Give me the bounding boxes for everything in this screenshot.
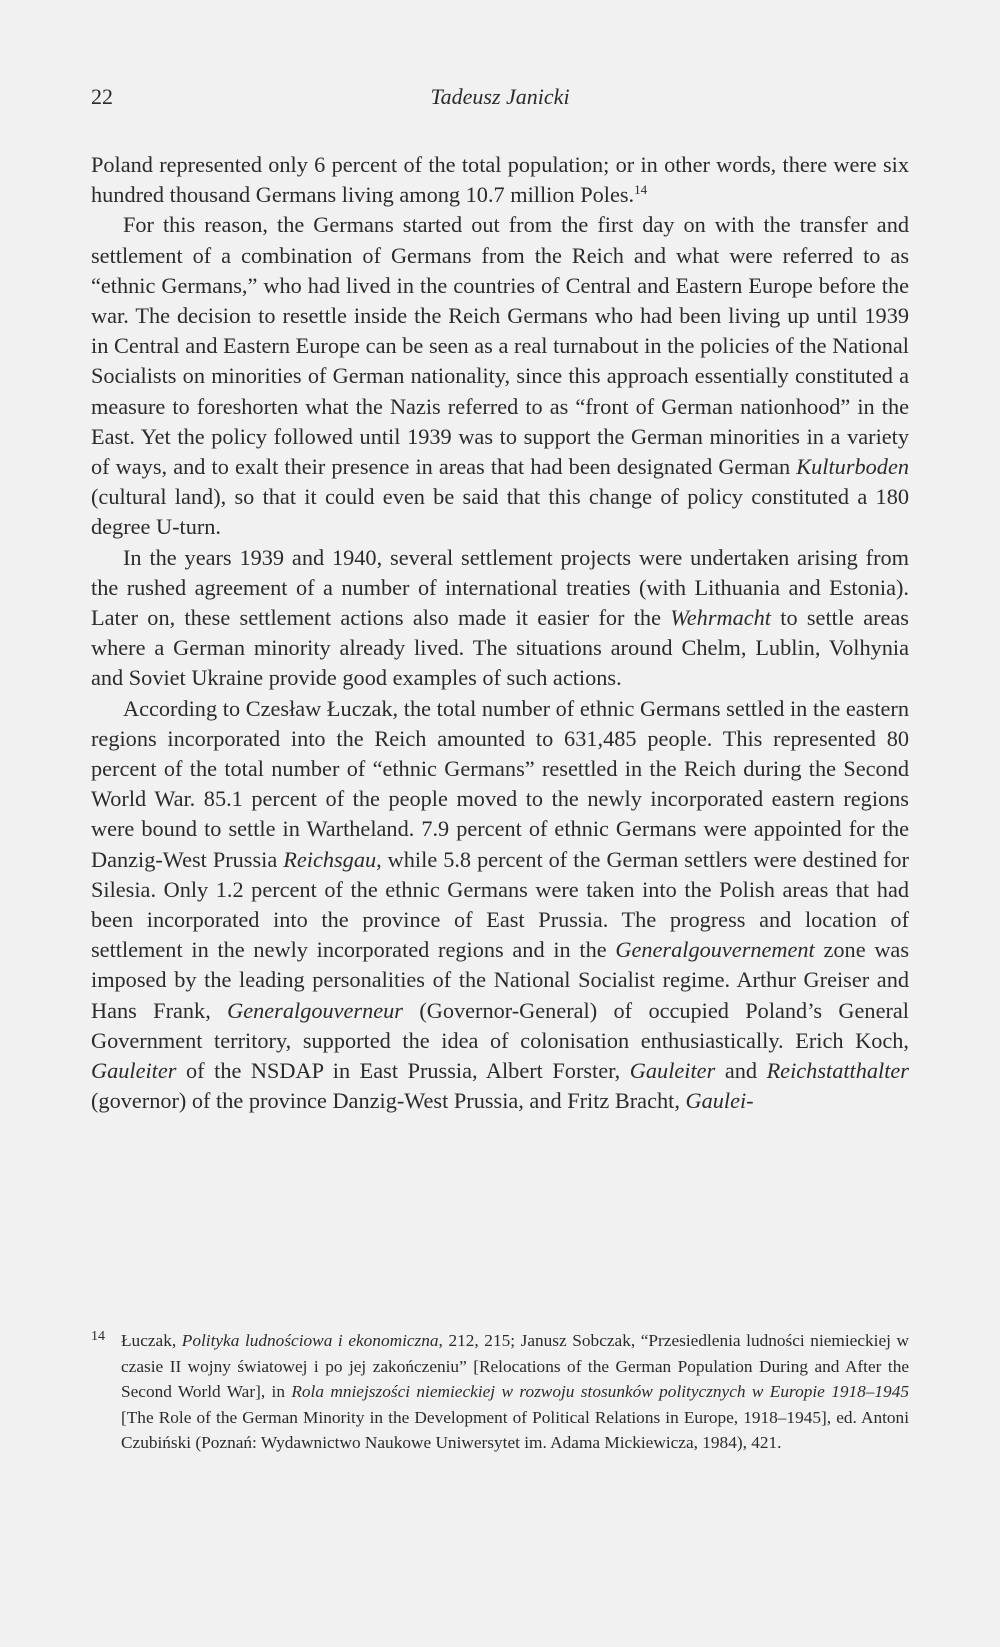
text-run: zone was imposed by the leading personalities of the National Socialist regime. Arthur Greiser and Hans Frank, <box>91 937 909 1023</box>
footnote-reference: 14 <box>634 182 648 198</box>
body-paragraph <box>91 150 909 210</box>
italic-term: Generalgouvernement <box>615 937 815 963</box>
italic-term: Kulturboden <box>796 454 909 480</box>
text-run: For this reason, the Germans started out from the first day on with the transfer and settlement of a combination of Germans from the Reich and what were referred to as “ethnic Germans,” who had lived in the countries of Central and Eastern Europe before the war. The decision to resettle inside the Reich Germans who had been living up until 1939 in Central and Eastern Europe can be seen as a real turnabout in the policies of the National Socialists on minorities of German nationality, since this approach essentially constituted a measure to foreshorten what the Nazis referred to as “front of German nationhood” in the East. Yet the policy followed until 1939 was to support the German minorities in a variety of ways, and to exalt their presence in areas that had been designated German <box>91 212 909 480</box>
text-run: of the NSDAP in East Prussia, Albert Forster, <box>176 1058 630 1084</box>
body-text <box>91 150 909 1117</box>
footnotes <box>91 1328 909 1456</box>
italic-term: Reichsgau <box>283 846 377 872</box>
text-run: to settle areas where a German minority already lived. The situations around Chelm, Lublin, Volhynia and Soviet Ukraine provide good examples of such actions. <box>91 605 909 691</box>
text-run: , 212, 215; Janusz Sobczak, “Przesiedlenia ludności niemieckiej w czasie II wojny światowej i po jej zakończeniu” [Relocations of the German Population During and After the Second World War], in <box>121 1331 909 1402</box>
italic-title: Rola mniejszości niemieckiej w rozwoju stosunków politycznych w Europie 1918–1945 <box>291 1382 909 1402</box>
footnote <box>91 1328 909 1456</box>
text-run: , while 5.8 percent of the German settlers were destined for Silesia. Only 1.2 percent of the ethnic Germans were taken into the Polish areas that had been incorporated into the province of East Prussia. The progress and location of settlement in the newly incorporated regions and in the <box>91 846 909 963</box>
italic-title: Polityka ludnościowa i ekonomiczna <box>181 1331 439 1350</box>
text-run: (governor) of the province Danzig-West Prussia, and Fritz Bracht, <box>91 1088 686 1114</box>
text-run: and <box>715 1058 767 1084</box>
running-head <box>91 84 909 116</box>
text-run: (cultural land), so that it could even be said that this change of policy constituted a 180 degree U-turn. <box>91 484 909 540</box>
body-paragraph <box>91 694 909 1117</box>
italic-term: Gauleiter <box>629 1058 716 1084</box>
text-run: Poland represented only 6 percent of the total population; or in other words, there were six hundred thousand Germans living among 10.7 million Poles. <box>91 152 909 208</box>
italic-term: Gauleiter <box>91 1058 177 1084</box>
italic-term: Reichstatthalter <box>766 1058 909 1084</box>
text-run: (Governor-General) of occupied Poland’s General Government territory, supported the idea of colonisation enthusiastically. Erich Koch, <box>91 997 909 1053</box>
text-run: According to Czesław Łuczak, the total number of ethnic Germans settled in the eastern regions incorporated into the Reich amounted to 631,485 people. This represented 80 percent of the total number of “ethnic Germans” resettled in the Reich during the Second World War. 85.1 percent of the people moved to the newly incorporated eastern regions were bound to settle in Wartheland. 7.9 percent of ethnic Germans were appointed for the Danzig-West Prussia <box>91 695 909 872</box>
body-paragraph <box>91 543 909 694</box>
italic-term: Generalgouverneur <box>227 997 403 1023</box>
page-number: 22 <box>91 84 113 109</box>
text-run: In the years 1939 and 1940, several settlement projects were undertaken arising from the rushed agreement of a number of international treaties (with Lithuania and Estonia). Later on, these settlement actions also made it easier for the <box>91 544 909 631</box>
footnote-number: 14 <box>91 1329 105 1344</box>
text-run: Łuczak, <box>121 1331 182 1350</box>
text-run: [The Role of the German Minority in the Development of Political Relations in Europe, 1918–1945], ed. Antoni Czubiński (Poznań: Wydawnictwo Naukowe Uniwersytet im. Adama Mickiewicza, 1984), 421. <box>121 1407 909 1453</box>
italic-term: Wehrmacht <box>670 605 771 631</box>
italic-term: Gaulei- <box>685 1088 754 1114</box>
running-head-author: Tadeusz Janicki <box>430 84 570 109</box>
body-paragraph <box>91 210 909 542</box>
